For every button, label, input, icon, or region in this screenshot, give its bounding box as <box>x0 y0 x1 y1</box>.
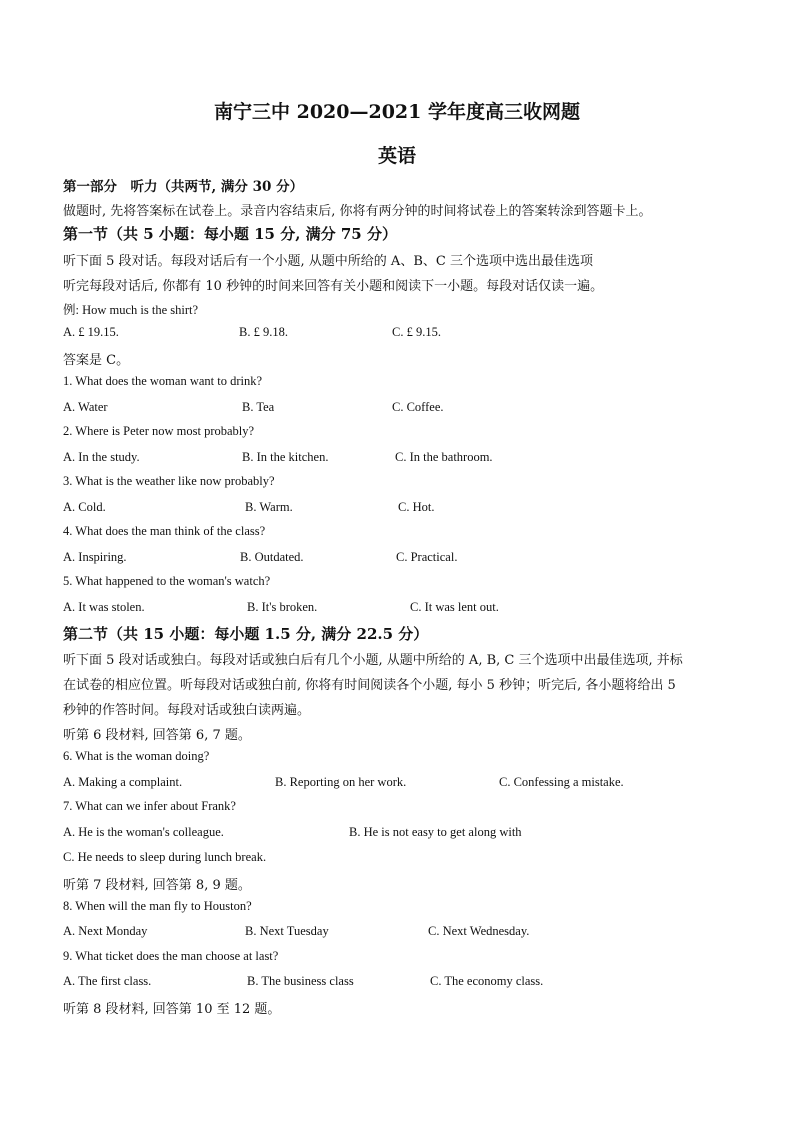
section1-instruction-2: 听完每段对话后, 你都有 10 秒钟的时间来回答有关小题和阅读下一小题。每段对话仅读一遍。 <box>63 279 604 294</box>
question-1-option-c: C. Coffee. <box>392 400 444 414</box>
example-option-b: B. £ 9.18. <box>239 325 288 339</box>
example-answer: 答案是 C。 <box>63 353 130 368</box>
question-7: 7. What can we infer about Frank? <box>63 799 236 813</box>
example-option-a: A. £ 19.15. <box>63 325 119 339</box>
question-2-option-c: C. In the bathroom. <box>395 450 493 464</box>
section2-instruction-2: 在试卷的相应位置。听每段对话或独白前, 你将有时间阅读各个小题, 每小 5 秒钟；听完后, 各小题将给出 5 <box>63 678 676 693</box>
subject-title: 英语 <box>377 145 416 167</box>
section2-instruction-3: 秒钟的作答时间。每段对话或独白读两遍。 <box>63 703 311 718</box>
part1-heading: 第一部分 听力（共两节, 满分 30 分） <box>63 179 304 195</box>
question-6-option-c: C. Confessing a mistake. <box>499 775 624 789</box>
question-5-option-b: B. It's broken. <box>247 600 318 614</box>
question-7-option-b: B. He is not easy to get along with <box>349 825 522 839</box>
question-2: 2. Where is Peter now most probably? <box>63 424 255 438</box>
question-9-option-c: C. The economy class. <box>430 974 544 988</box>
exam-title: 南宁三中 2020—2021 学年度高三收网题 <box>214 101 580 123</box>
question-9-option-a: A. The first class. <box>63 974 152 988</box>
question-4: 4. What does the man think of the class? <box>63 524 266 538</box>
question-7-option-a: A. He is the woman's colleague. <box>63 825 224 839</box>
question-8-option-a: A. Next Monday <box>63 924 148 938</box>
question-5-option-a: A. It was stolen. <box>63 600 145 614</box>
question-6-option-b: B. Reporting on her work. <box>275 775 407 789</box>
question-4-option-c: C. Practical. <box>396 550 458 564</box>
question-3: 3. What is the weather like now probably? <box>63 474 275 488</box>
question-2-option-a: A. In the study. <box>63 450 140 464</box>
question-9-option-b: B. The business class <box>247 974 354 988</box>
question-2-option-b: B. In the kitchen. <box>242 450 329 464</box>
question-8-option-b: B. Next Tuesday <box>245 924 329 938</box>
example-question: 例: How much is the shirt? <box>63 303 199 317</box>
question-5: 5. What happened to the woman's watch? <box>63 574 271 588</box>
section1-instruction-1: 听下面 5 段对话。每段对话后有一个小题, 从题中所给的 A、B、C 三个选项中选出最佳选项 <box>63 254 593 269</box>
question-1: 1. What does the woman want to drink? <box>63 374 263 388</box>
part1-instruction: 做题时, 先将答案标在试卷上。录音内容结束后, 你将有两分钟的时间将试卷上的答案转涂到答题卡上。 <box>63 204 652 219</box>
question-8-option-c: C. Next Wednesday. <box>428 924 530 938</box>
question-6-option-a: A. Making a complaint. <box>63 775 183 789</box>
question-1-option-a: A. Water <box>63 400 108 414</box>
question-4-option-a: A. Inspiring. <box>63 550 127 564</box>
section2-instruction-1: 听下面 5 段对话或独白。每段对话或独白后有几个小题, 从题中所给的 A, B, C 三个选项中出最佳选项, 并标 <box>63 653 683 668</box>
question-3-option-b: B. Warm. <box>245 500 293 514</box>
question-5-option-c: C. It was lent out. <box>410 600 499 614</box>
group-7-heading: 听第 7 段材料, 回答第 8, 9 题。 <box>63 878 251 893</box>
question-7-option-c: C. He needs to sleep during lunch break. <box>63 850 267 864</box>
group-6-heading: 听第 6 段材料, 回答第 6, 7 题。 <box>63 728 251 743</box>
question-4-option-b: B. Outdated. <box>240 550 304 564</box>
example-option-c: C. £ 9.15. <box>392 325 441 339</box>
group-8-heading: 听第 8 段材料, 回答第 10 至 12 题。 <box>63 1002 281 1017</box>
question-1-option-b: B. Tea <box>242 400 275 414</box>
section2-heading: 第二节（共 15 小题：每小题 1.5 分, 满分 22.5 分） <box>63 625 429 643</box>
question-3-option-a: A. Cold. <box>63 500 106 514</box>
question-8: 8. When will the man fly to Houston? <box>63 899 252 913</box>
section1-heading: 第一节（共 5 小题：每小题 15 分, 满分 75 分） <box>63 225 397 243</box>
question-3-option-c: C. Hot. <box>398 500 435 514</box>
question-9: 9. What ticket does the man choose at last? <box>63 949 279 963</box>
question-6: 6. What is the woman doing? <box>63 749 210 763</box>
